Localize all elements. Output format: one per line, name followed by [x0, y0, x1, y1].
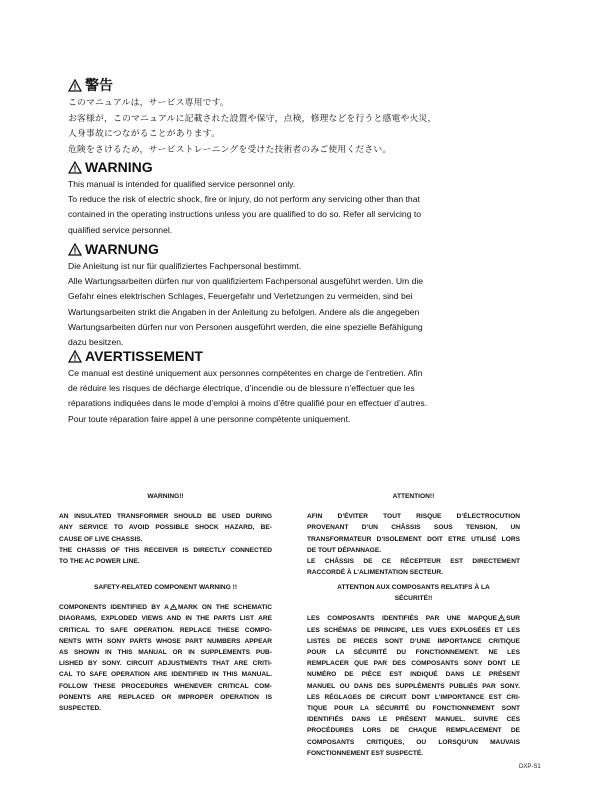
right-attention-section — [307, 491, 520, 578]
right-components-line: LISTES DE PIECES SONT D’UNE IMPORTANCE CRITIQUE — [307, 637, 520, 645]
right-components-line: PROCÉDURES LORS DE CHAQUE REMPLACEMENT DE — [307, 727, 520, 735]
warning-text-line: réparations indiquées dans le mode d’emploi à moins d’être qualifié pour en effectuer d’autres. — [68, 398, 428, 409]
warning-triangle-icon — [68, 161, 82, 174]
left-safety-line: SUSPECTED. — [59, 705, 102, 713]
left-safety-line: LISHED BY SONY. CIRCUIT ADJUSTMENTS THAT ARE CRITI- — [59, 660, 272, 668]
right-attention-line: RACCORDÉ À L’ALIMENTATION SECTEUR. — [307, 569, 444, 577]
warning-heading-french: AVERTISSEMENT — [85, 348, 203, 364]
safety-mark-icon — [170, 604, 177, 610]
right-components-line: FONCTIONNEMENT EST SUSPECTÉ. — [307, 749, 424, 757]
warning-heading-english: WARNING — [85, 159, 153, 175]
warning-english — [68, 159, 488, 238]
left-safety-line: FOLLOW THESE PROCEDURES WHENEVER CRITICAL COM- — [59, 682, 272, 690]
right-components-line: POUR LA SÉCURITÉ DU FONCTIONNEMENT. NE LES — [307, 649, 520, 657]
right-components-line: NUMÉRO DE PIÈCE EST INDIQUÉ DANS LE PRÉSENT — [307, 671, 520, 679]
warning-text-line: This manual is intended for qualified service personnel only. — [68, 179, 296, 189]
right-components-line: TIQUE POUR LA SÉCURITÉ DU FONCTIONNEMENT SONT — [307, 705, 520, 713]
left-safety-line: PONENTS ARE REPLACED OR IMPROPER OPERATION IS — [59, 693, 272, 701]
left-warning-line: TO THE AC POWER LINE. — [59, 558, 140, 566]
model-code: DXP-S1 — [519, 764, 541, 770]
warning-text-line: Gefahr eines elektrischen Schlages, Feuergefahr und Verletzungen zu vermeiden, sind bei — [68, 291, 413, 302]
warning-text-line: お客様が，このマニュアルに記載された設置や保守，点検，修理などを行うと感電や火災， — [68, 112, 437, 123]
right-components-line: COMPOSANTS CRITIQUES, OU LORSQU’UN MAUVAIS — [307, 738, 520, 746]
warning-text-line: 危険をさけるため，サービストレーニングを受けた技術者のみご使用ください。 — [68, 143, 392, 154]
warning-triangle-icon — [68, 350, 82, 363]
warning-triangle-icon — [68, 243, 82, 256]
right-components-title: ATTENTION AUX COMPOSANTS RELATIFS À LA — [337, 584, 490, 591]
warning-text-line: 人身事故につながることがあります。 — [68, 128, 221, 138]
right-components-line: LES SCHÉMAS DE PRINCIPE, LES VUES EXPLOSÉES ET LES — [307, 626, 520, 634]
left-warning-title: WARNING!! — [147, 493, 184, 500]
warning-text-line: Ce manual est destiné uniquement aux personnes compétentes en charge de l’entretien. Afin — [68, 368, 423, 378]
left-safety-title: SAFETY-RELATED COMPONENT WARNING !! — [93, 584, 238, 591]
left-safety-line: CAL TO SAFE OPERATION ARE IDENTIFIED IN THIS MANUAL. — [59, 671, 272, 679]
warning-triangle-icon — [68, 79, 82, 92]
warning-text-line: Wartungsarbeiten dürfen nur von Personen ausgeführt werden, die eine spezielle Befähigung — [68, 321, 423, 332]
warning-text-line: To reduce the risk of electric shock, fire or injury, do not perform any servicing other than that — [68, 194, 420, 205]
warning-text-line: Die Anleitung ist nur für qualifiziertes Fachpersonal bestimmt. — [68, 261, 302, 271]
left-safety-section — [59, 582, 272, 714]
warning-german — [68, 241, 488, 350]
right-attention-line: DE TOUT DÉPANNAGE. — [307, 546, 382, 554]
warning-text-line: qualified service personnel. — [68, 224, 173, 235]
right-components-line: REMPLACER QUE PAR DES COMPOSANTS SONY DONT LE — [307, 660, 520, 668]
warning-french — [68, 348, 488, 427]
warning-text-line: dazu besitzen. — [68, 337, 124, 348]
left-safety-line: CRITICAL TO SAFE OPERATION. REPLACE THESE COMPO- — [59, 626, 272, 634]
left-warning-section — [59, 491, 272, 567]
left-safety-line: AS SHOWN IN THIS MANUAL OR IN SUPPLEMENTS PUB- — [59, 649, 272, 657]
right-components-line: MANUEL OU DANS DES SUPPLÉMENTS PUBLIÉS PAR SONY. — [307, 682, 520, 690]
warning-heading-german: WARNUNG — [85, 241, 159, 257]
right-attention-line: AFIN D’ÉVITER TOUT RISQUE D’ÉLECTROCUTION — [307, 513, 520, 521]
right-components-line: LES RÉGLAGES DE CIRCUIT DONT L’IMPORTANCE EST CRI- — [307, 693, 520, 701]
safety-mark-icon — [498, 615, 505, 621]
right-components-section — [307, 582, 520, 759]
right-attention-line: LE CHÂSSIS DE CE RÉCEPTEUR EST DIRECTEMENT — [307, 558, 520, 566]
left-warning-line: ANY SERVICE TO AVOID POSSIBLE SHOCK HAZARD, BE- — [59, 524, 272, 532]
warning-heading-japanese: 警告 — [85, 77, 113, 93]
right-attention-line: TRANSFORMATEUR D’ISOLEMENT DOIT ETRE UTILISÉ LORS — [307, 535, 520, 543]
warning-text-line: contained in the operating instructions unless you are qualified to do so. Refer all servicing to — [68, 209, 422, 220]
warning-text-line: Pour toute réparation faire appel à une personne compétente uniquement. — [68, 413, 351, 424]
right-attention-title: ATTENTION!! — [392, 493, 435, 500]
left-warning-line: CAUSE OF LIVE CHASSIS. — [59, 535, 143, 543]
warning-japanese — [68, 77, 488, 157]
left-safety-line: NENTS WITH SONY PARTS WHOSE PART NUMBERS APPEAR — [59, 637, 272, 645]
warning-text-line: de réduire les risques de décharge électrique, d’incendie ou de blessure n’effectuer que les — [68, 383, 415, 394]
warning-text-line: このマニュアルは，サービス専用です。 — [68, 97, 229, 107]
left-safety-line: DIAGRAMS, EXPLODED VIEWS AND IN THE PARTS LIST ARE — [59, 615, 272, 623]
right-attention-line: PROVENANT D’UN CHÂSSIS SOUS TENSION, UN — [307, 524, 520, 532]
right-components-title: SÉCURITÉ!! — [394, 595, 433, 603]
warning-text-line: Alle Wartungsarbeiten dürfen nur von qualifiziertem Fachpersonal ausgeführt werden. Um die — [68, 276, 424, 287]
left-safety-line: COMPONENTS IDENTIFIED BY A MARK ON THE SCHEMATIC — [59, 604, 272, 612]
warning-text-line: Wartungsarbeiten strikt die Angaben in der Anleitung zu befolgen. Andere als die angegeben — [68, 306, 420, 317]
left-warning-line: THE CHASSIS OF THIS RECEIVER IS DIRECTLY CONNECTED — [59, 546, 272, 554]
right-components-line: IDENTIFIÉS DANS LE PRÉSENT MANUEL. SUIVRE CES — [307, 716, 520, 724]
left-warning-line: AN INSULATED TRANSFORMER SHOULD BE USED DURING — [59, 513, 272, 521]
right-components-line: LES COMPOSANTS IDENTIFIÉS PAR UNE MAPQUE SUR — [307, 615, 520, 623]
